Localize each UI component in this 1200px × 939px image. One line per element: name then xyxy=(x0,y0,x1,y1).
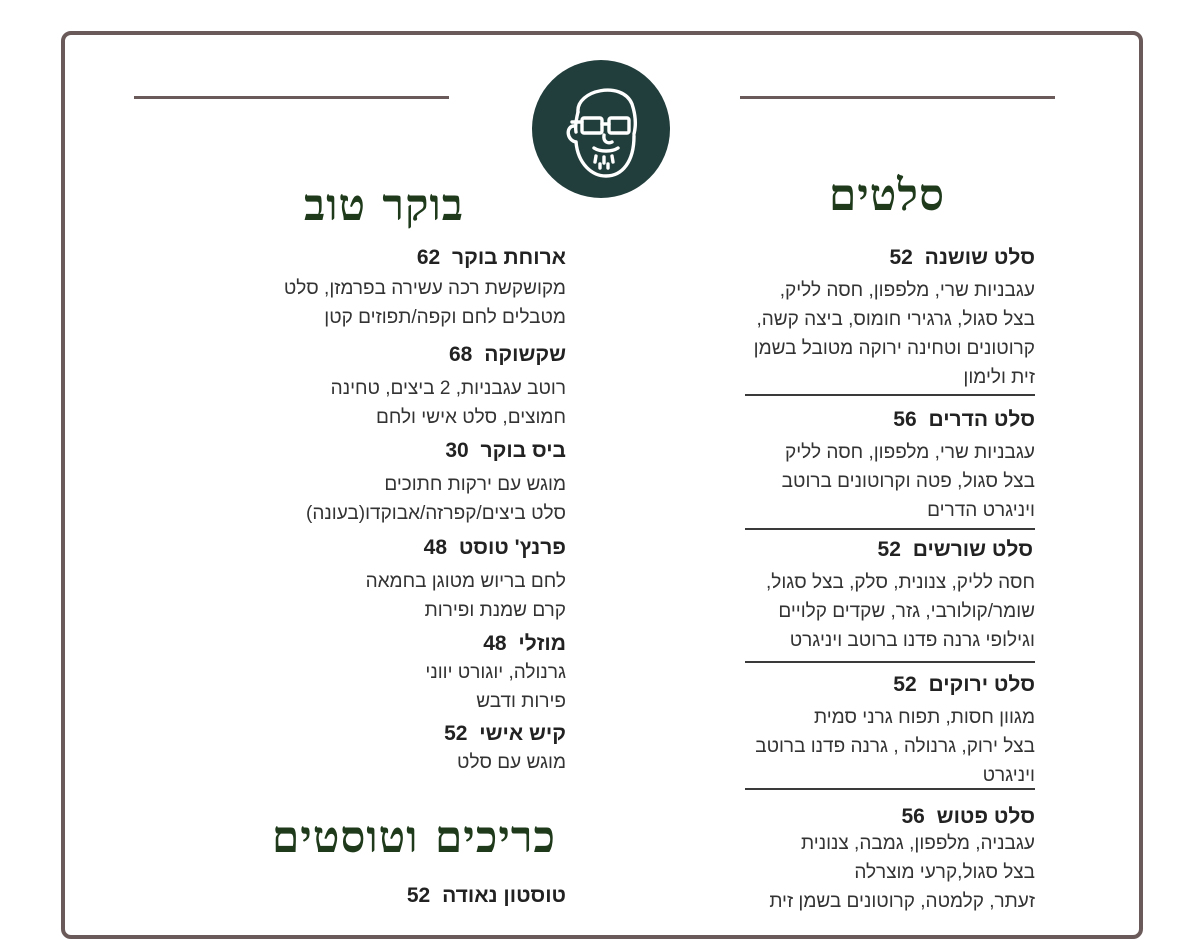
sandwiches-column xyxy=(226,0,566,907)
item-desc-line: בצל סגול, פטה וקרוטונים ברוטב xyxy=(781,471,1035,492)
item-desc-line: חסה לליק, צנונית, סלק, בצל סגול, xyxy=(765,572,1035,593)
item-divider xyxy=(745,661,1035,663)
item-name: ביס בוקר xyxy=(480,439,566,462)
item-price: 48 xyxy=(483,632,507,655)
item-name: סלט שורשים xyxy=(912,538,1033,561)
item-desc-line: גרנולה, יוגורט יווני xyxy=(425,662,566,683)
salad-item-title xyxy=(754,244,1035,272)
item-price: 52 xyxy=(877,538,901,561)
item-desc-line: זעתר, קלמטה, קרוטונים בשמן זית xyxy=(769,891,1035,912)
item-name: סלט הדרים xyxy=(928,408,1035,431)
item-desc-line: בצל סגול, גרגירי חומוס, ביצה קשה, xyxy=(756,309,1035,330)
item-desc-line: חמוצים, סלט אישי ולחם xyxy=(375,407,566,428)
salad-item-shorashim xyxy=(766,536,1035,655)
item-price: 62 xyxy=(416,246,441,269)
item-desc-line: מוגש עם ירקות חתוכים xyxy=(384,474,566,495)
item-desc-line: ויניגרט הדרים xyxy=(927,500,1035,521)
item-price: 48 xyxy=(423,536,448,559)
item-price: 52 xyxy=(406,884,431,907)
item-name: סלט פטוש xyxy=(936,805,1035,828)
item-desc-line: בצל סגול,קרעי מוצרלה xyxy=(854,862,1035,883)
item-desc-line: קרם שמנת ופירות xyxy=(424,600,566,621)
item-desc-line: עגבניות שרי, מלפפון, חסה לליק xyxy=(785,442,1035,463)
item-desc-line: פירות ודבש xyxy=(476,691,566,712)
sandwiches-title: כריכים וטוסטים xyxy=(271,812,556,863)
item-price: 52 xyxy=(444,722,468,745)
item-desc-line: לחם בריוש מטוגן בחמאה xyxy=(365,571,566,592)
item-name: קיש אישי xyxy=(479,722,566,745)
item-desc-line: מטבלים לחם וקפה/תפוזים קטן xyxy=(324,307,566,328)
salad-item-yerukim xyxy=(755,671,1035,790)
sandwich-item-toaston xyxy=(407,882,566,910)
item-desc-line: קרוטונים וטחינה ירוקה מטובל בשמן xyxy=(753,338,1035,359)
salad-item-shoshana xyxy=(754,244,1035,392)
item-desc-line: וגילופי גרנה פדנו ברוטב ויניגרט xyxy=(789,630,1035,651)
item-name: טוסטון נאודה xyxy=(442,884,566,907)
item-desc-line: מקושקשת רכה עשירה בפרמזן, סלט xyxy=(283,278,566,299)
item-desc-line: מגוון חסות, תפוח גרני סמית xyxy=(814,707,1035,728)
item-divider xyxy=(745,788,1035,790)
item-price: 52 xyxy=(893,673,917,696)
item-price: 56 xyxy=(901,805,925,828)
item-price: 30 xyxy=(445,439,469,462)
item-desc-line: עגבניות שרי, מלפפון, חסה לליק, xyxy=(779,280,1035,301)
salad-item-fattoush xyxy=(769,803,1035,916)
item-desc-line: שומר/קולורבי, גזר, שקדים קלויים xyxy=(778,601,1035,622)
item-price: 68 xyxy=(448,343,473,366)
item-desc-line: רוטב עגבניות, 2 ביצים, טחינה xyxy=(330,378,566,399)
item-name: מוזלי xyxy=(518,632,566,655)
item-desc-line: בצל ירוק, גרנולה , גרנה פדנו ברוטב xyxy=(755,736,1035,757)
item-desc-line: עגבניה, מלפפון, גמבה, צנונית xyxy=(801,833,1035,854)
item-price: 52 xyxy=(889,246,913,269)
breakfast-title: בוקר טוב xyxy=(304,180,464,231)
item-desc-line: סלט ביצים/קפרזה/אבוקדו(בעונה) xyxy=(306,503,566,524)
item-name: פרנץ' טוסט xyxy=(458,536,566,559)
item-divider xyxy=(745,528,1035,530)
salads-title: סלטים xyxy=(828,170,945,221)
salad-item-hadarim xyxy=(782,406,1035,525)
item-desc-line: מוגש עם סלט xyxy=(457,752,566,773)
item-name: שקשוקה xyxy=(484,343,566,366)
item-desc-line: זית ולימון xyxy=(963,367,1035,388)
item-name: ארוחת בוקר xyxy=(452,246,566,269)
item-name: סלט שושנה xyxy=(924,246,1035,269)
salads-column xyxy=(705,0,1035,912)
item-price: 56 xyxy=(893,408,917,431)
item-desc-line: ויניגרט xyxy=(982,765,1035,786)
item-name: סלט ירוקים xyxy=(928,673,1035,696)
item-divider xyxy=(745,394,1035,396)
